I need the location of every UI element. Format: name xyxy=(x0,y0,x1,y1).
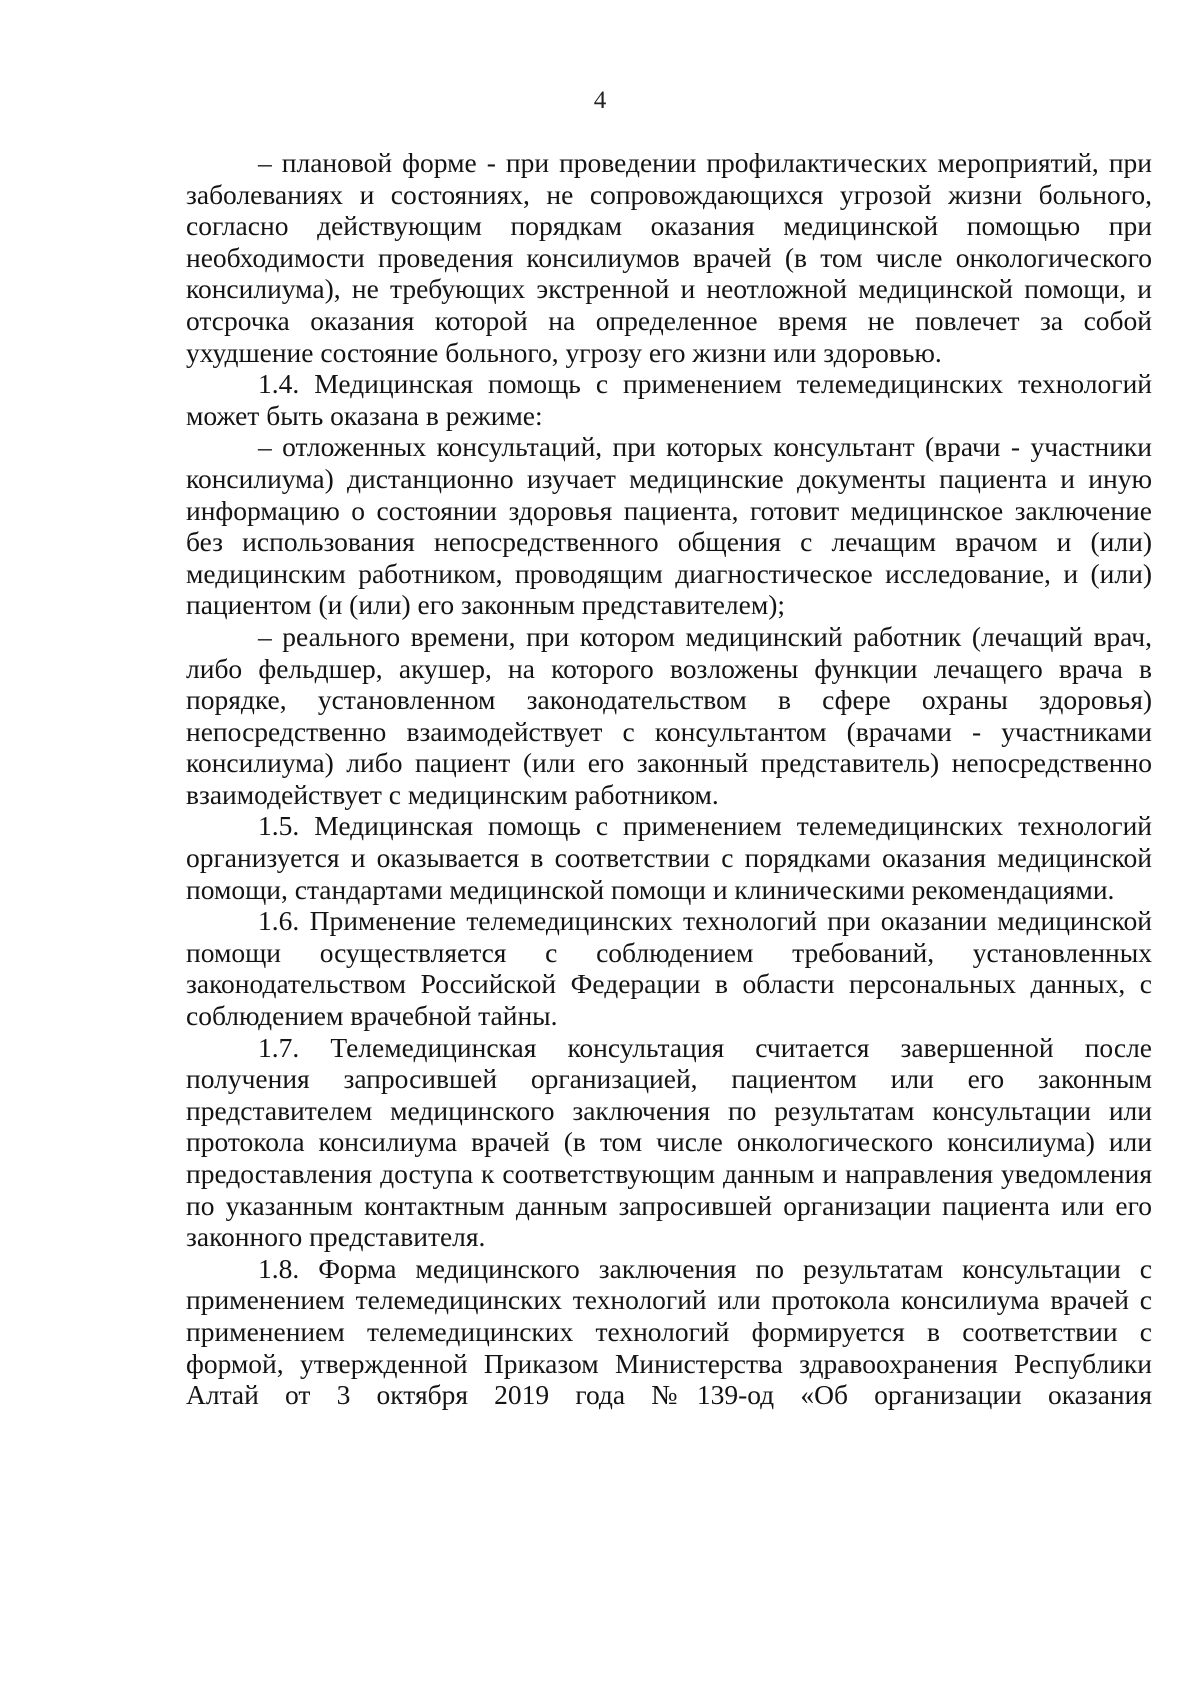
paragraph-deferred-consultations: – отложенных консультаций, при которых консультант (врачи - участники консилиума) дистанционно изучает медицинские документы пациента и иную информацию о состоянии здоровья пациента, готовит медицинское заключение без использования непосредственного общения с лечащим врачом и (или) медицинским работником, проводящим диагностическое исследование, и (или) пациентом (и (или) его законным представителем); xyxy=(186,431,1152,621)
paragraph-real-time: – реального времени, при котором медицинский работник (лечащий врач, либо фельдшер, акушер, на которого возложены функции лечащего врача в порядке, установленном законодательством в сфере охраны здоровья) непосредственно взаимодействует с консультантом (врачами - участниками консилиума) либо пациент (или его законный представитель) непосредственно взаимодействует с медицинским работником. xyxy=(186,620,1152,810)
paragraph-planned-form: – плановой форме - при проведении профилактических мероприятий, при заболеваниях и состояниях, не сопровождающихся угрозой жизни больного, согласно действующим порядкам оказания медицинской помощью при необходимости проведения консилиумов врачей (в том числе онкологического консилиума), не требующих экстренной и неотложной медицинской помощи, и отсрочка оказания которой на определенное время не повлечет за собой ухудшение состояние больного, угрозу его жизни или здоровью. xyxy=(186,147,1152,368)
paragraph-1-8: 1.8. Форма медицинского заключения по результатам консультации с применением телемедицинских технологий или протокола консилиума врачей с применением телемедицинских технологий формируется в соответствии с формой, утвержденной Приказом Министерства здравоохранения Республики Алтай от 3 октября 2019 года №139-од «Об организации оказания xyxy=(186,1252,1152,1411)
paragraph-1-4: 1.4. Медицинская помощь с применением телемедицинских технологий может быть оказана в режиме: xyxy=(186,368,1152,431)
document-body xyxy=(186,147,1152,1411)
page-number: 4 xyxy=(593,87,607,114)
paragraph-1-6: 1.6. Применение телемедицинских технологий при оказании медицинской помощи осуществляется с соблюдением требований, установленных законодательством Российской Федерации в области персональных данных, с соблюдением врачебной тайны. xyxy=(186,905,1152,1032)
paragraph-1-5: 1.5. Медицинская помощь с применением телемедицинских технологий организуется и оказывается в соответствии с порядками оказания медицинской помощи, стандартами медицинской помощи и клиническими рекомендациями. xyxy=(186,810,1152,905)
paragraph-1-7: 1.7. Телемедицинская консультация считается завершенной после получения запросившей организацией, пациентом или его законным представителем медицинского заключения по результатам консультации или протокола консилиума врачей (в том числе онкологического консилиума) или предоставления доступа к соответствующим данным и направления уведомления по указанным контактным данным запросившей организации пациента или его законного представителя. xyxy=(186,1031,1152,1253)
